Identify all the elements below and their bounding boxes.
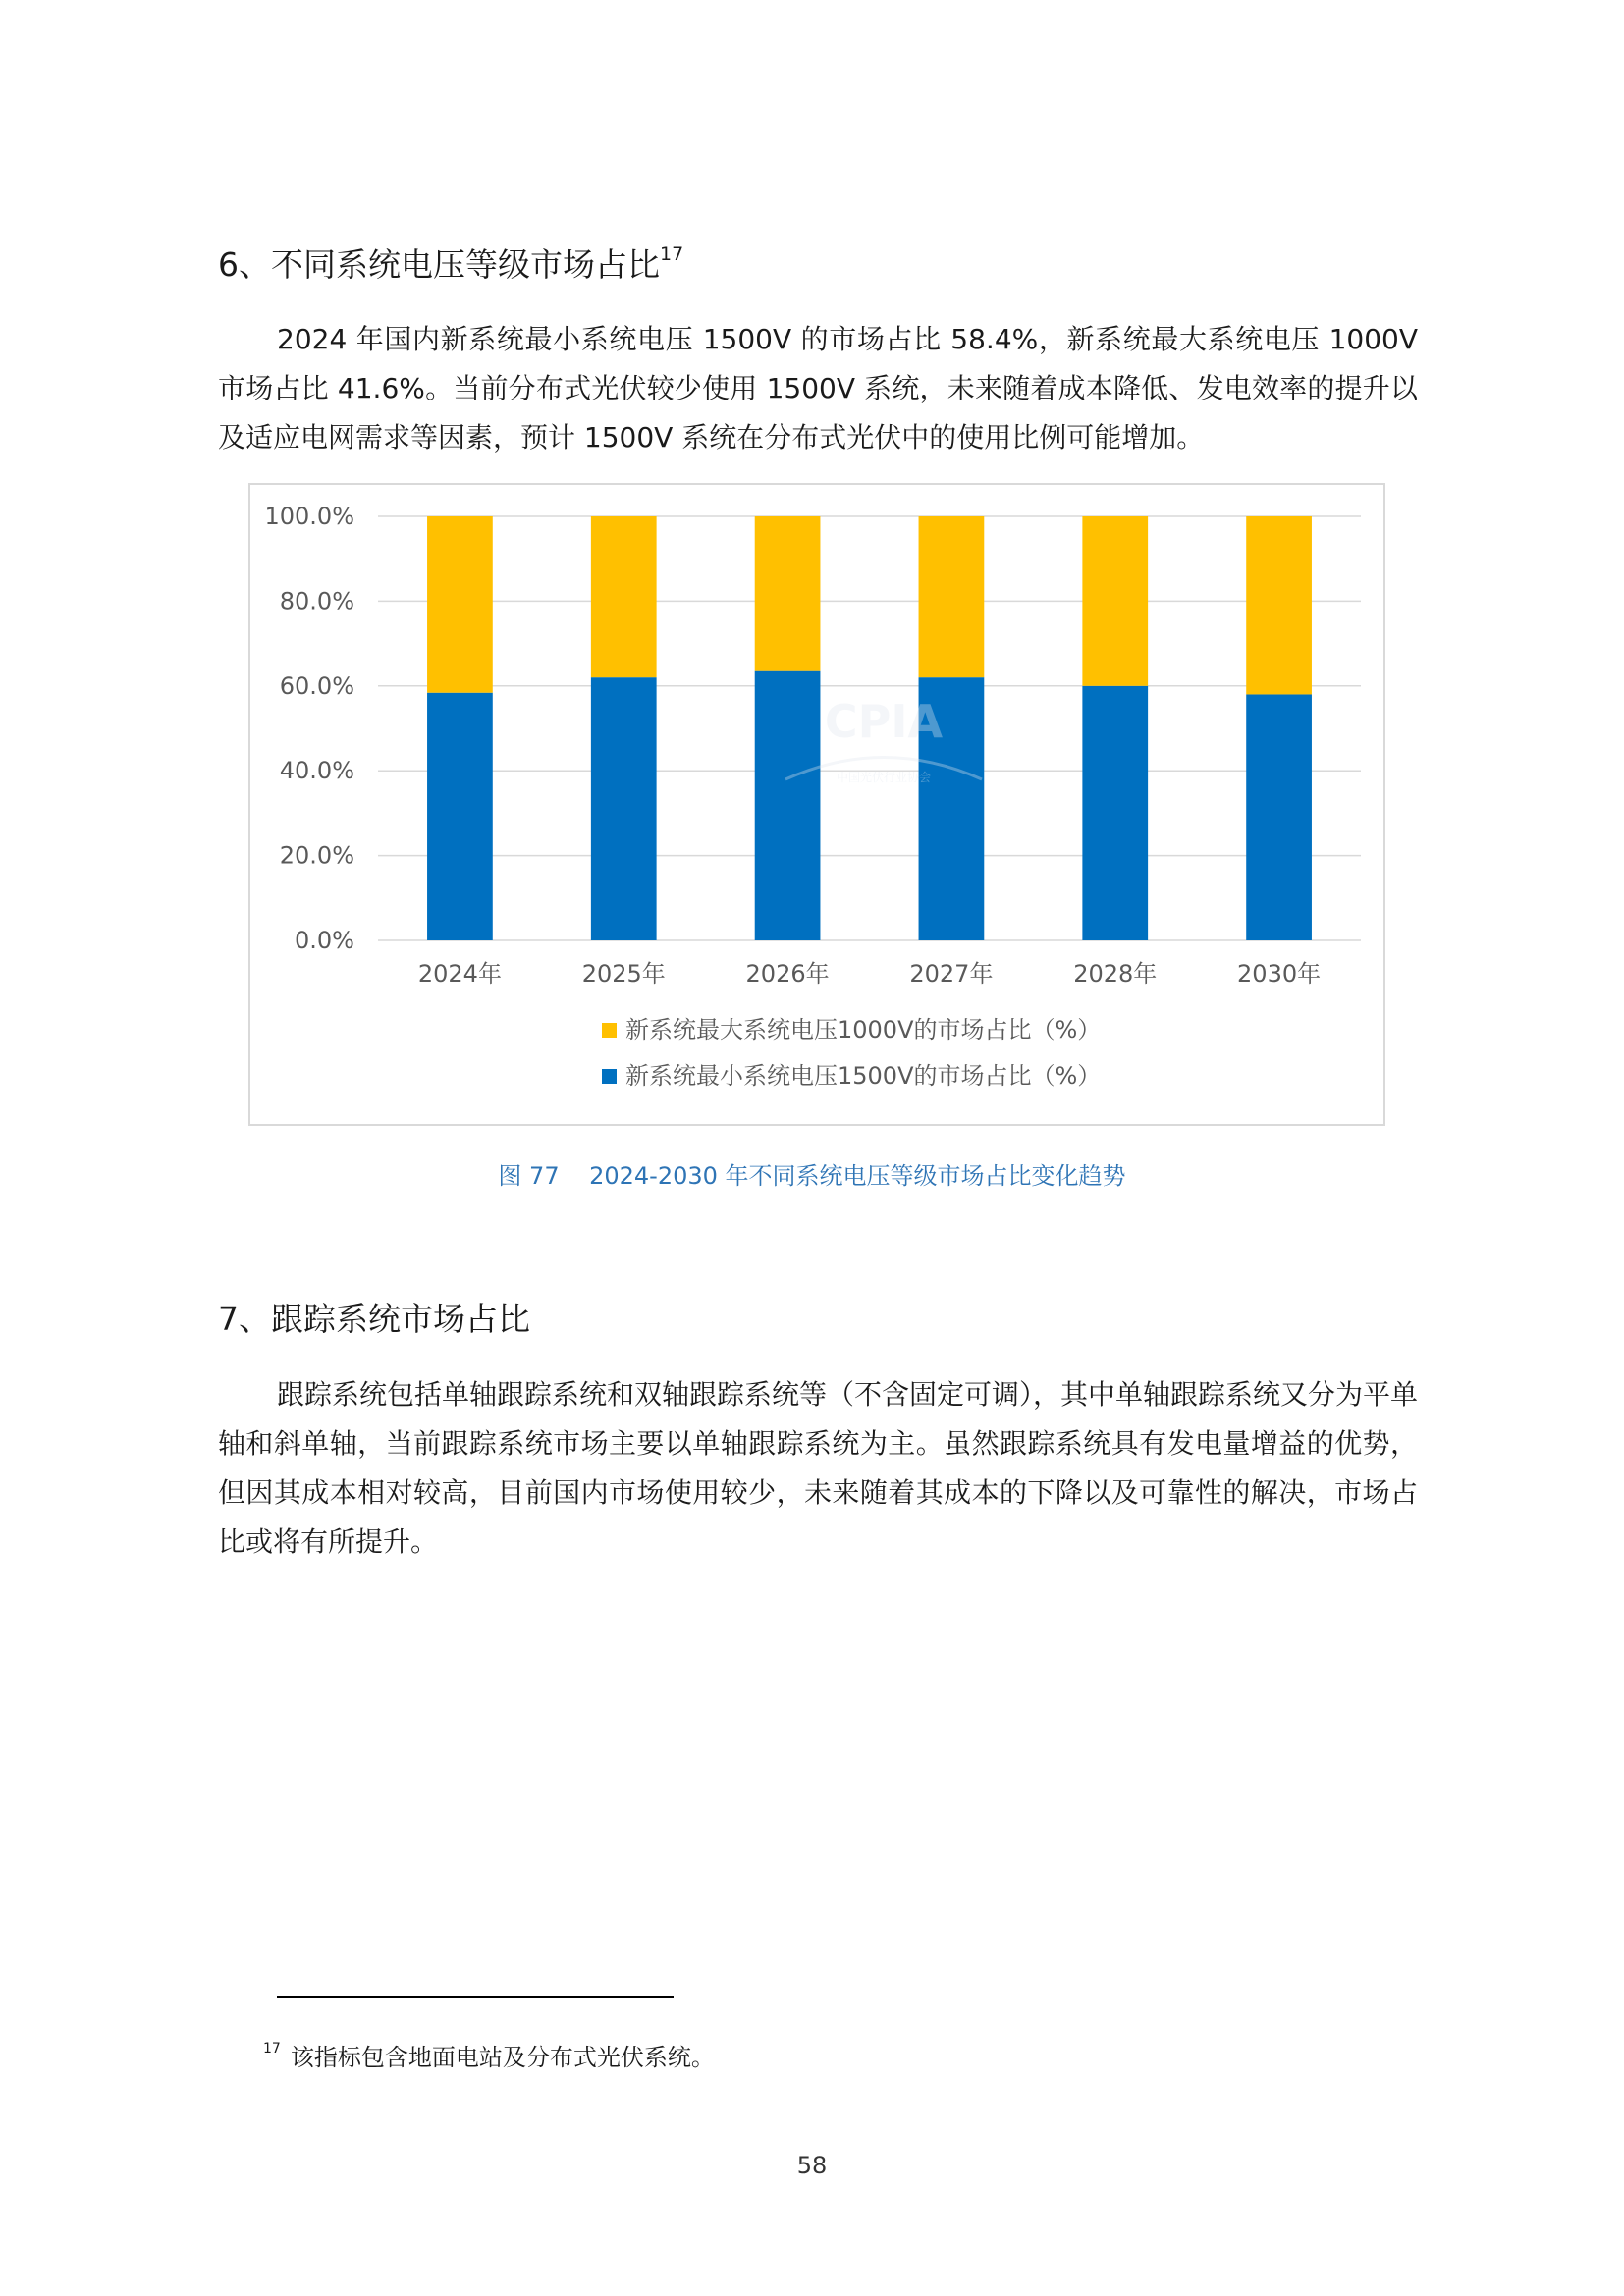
bar-segment — [427, 693, 493, 940]
figure-caption: 图 77 2024-2030 年不同系统电压等级市场占比变化趋势 — [498, 1162, 1126, 1190]
bar-segment — [1082, 516, 1148, 686]
y-tick-label: 0.0% — [295, 927, 354, 954]
bar-segment — [427, 516, 493, 693]
x-tick-label: 2030年 — [1237, 960, 1322, 988]
legend-label: 新系统最大系统电压1000V的市场占比（%） — [625, 1016, 1102, 1043]
y-tick-label: 80.0% — [279, 587, 354, 615]
y-tick-label: 60.0% — [279, 671, 354, 700]
watermark-org-name: 中国光伏行业协会 — [836, 771, 932, 784]
section-7-paragraph: 跟踪系统包括单轴跟踪系统和双轴跟踪系统等（不含固定可调），其中单轴跟踪系统又分为平单轴和斜单轴，当前跟踪系统市场主要以单轴跟踪系统为主。虽然跟踪系统具有发电量增益的优势，但因其成本相对较高，目前国内市场使用较少，未来随着其成本的下降以及可靠性的解决，市场占比或将有所提升。 — [218, 1378, 1419, 1558]
bar-segment — [755, 516, 821, 671]
bar-segment — [1246, 516, 1312, 694]
legend-label: 新系统最小系统电压1500V的市场占比（%） — [625, 1062, 1102, 1090]
watermark-logo-text: CPIA — [824, 695, 944, 748]
y-axis-tick-labels — [264, 503, 354, 954]
x-tick-label: 2024年 — [417, 960, 502, 988]
page-number: 58 — [796, 2152, 828, 2179]
y-tick-label: 20.0% — [279, 841, 354, 870]
bar-segment — [591, 677, 657, 940]
legend-swatch — [602, 1069, 617, 1084]
x-tick-label: 2028年 — [1073, 960, 1158, 988]
section-6-heading — [218, 240, 683, 286]
footnote-text: 该指标包含地面电站及分布式光伏系统。 — [290, 2044, 715, 2071]
section-7-heading: 7、跟踪系统市场占比 — [218, 1300, 530, 1338]
footnote-divider — [277, 1996, 674, 1998]
x-tick-label: 2026年 — [745, 960, 830, 988]
bar-segment — [1082, 686, 1148, 940]
footnote-ref[interactable]: 17 — [660, 243, 684, 265]
bar-segment — [591, 516, 657, 677]
x-axis-tick-labels — [418, 960, 1321, 988]
x-tick-label: 2025年 — [581, 960, 666, 988]
footnote-number: 17 — [263, 2041, 281, 2056]
bar-segment — [919, 516, 985, 677]
y-tick-label: 100.0% — [264, 503, 354, 530]
legend-swatch — [602, 1023, 617, 1038]
chart-legend — [602, 1016, 1101, 1090]
bar-segment — [755, 671, 821, 940]
section-6-heading-text: 6、不同系统电压等级市场占比 — [218, 245, 660, 284]
section-6-paragraph: 2024 年国内新系统最小系统电压 1500V 的市场占比 58.4%，新系统最大系统电压 1000V 市场占比 41.6%。当前分布式光伏较少使用 1500V 系统，未来随着成本降低、发电效率的提升以及适应电网需求等因素，预计 1500V 系统在分布式光伏中的使用比例可能增加。 — [218, 323, 1418, 454]
footnote — [263, 2038, 715, 2072]
stacked-bar-chart — [248, 483, 1385, 1126]
y-tick-label: 40.0% — [279, 757, 354, 785]
bar-segment — [1246, 694, 1312, 940]
x-tick-label: 2027年 — [909, 960, 994, 988]
chart-canvas — [250, 485, 1383, 1124]
